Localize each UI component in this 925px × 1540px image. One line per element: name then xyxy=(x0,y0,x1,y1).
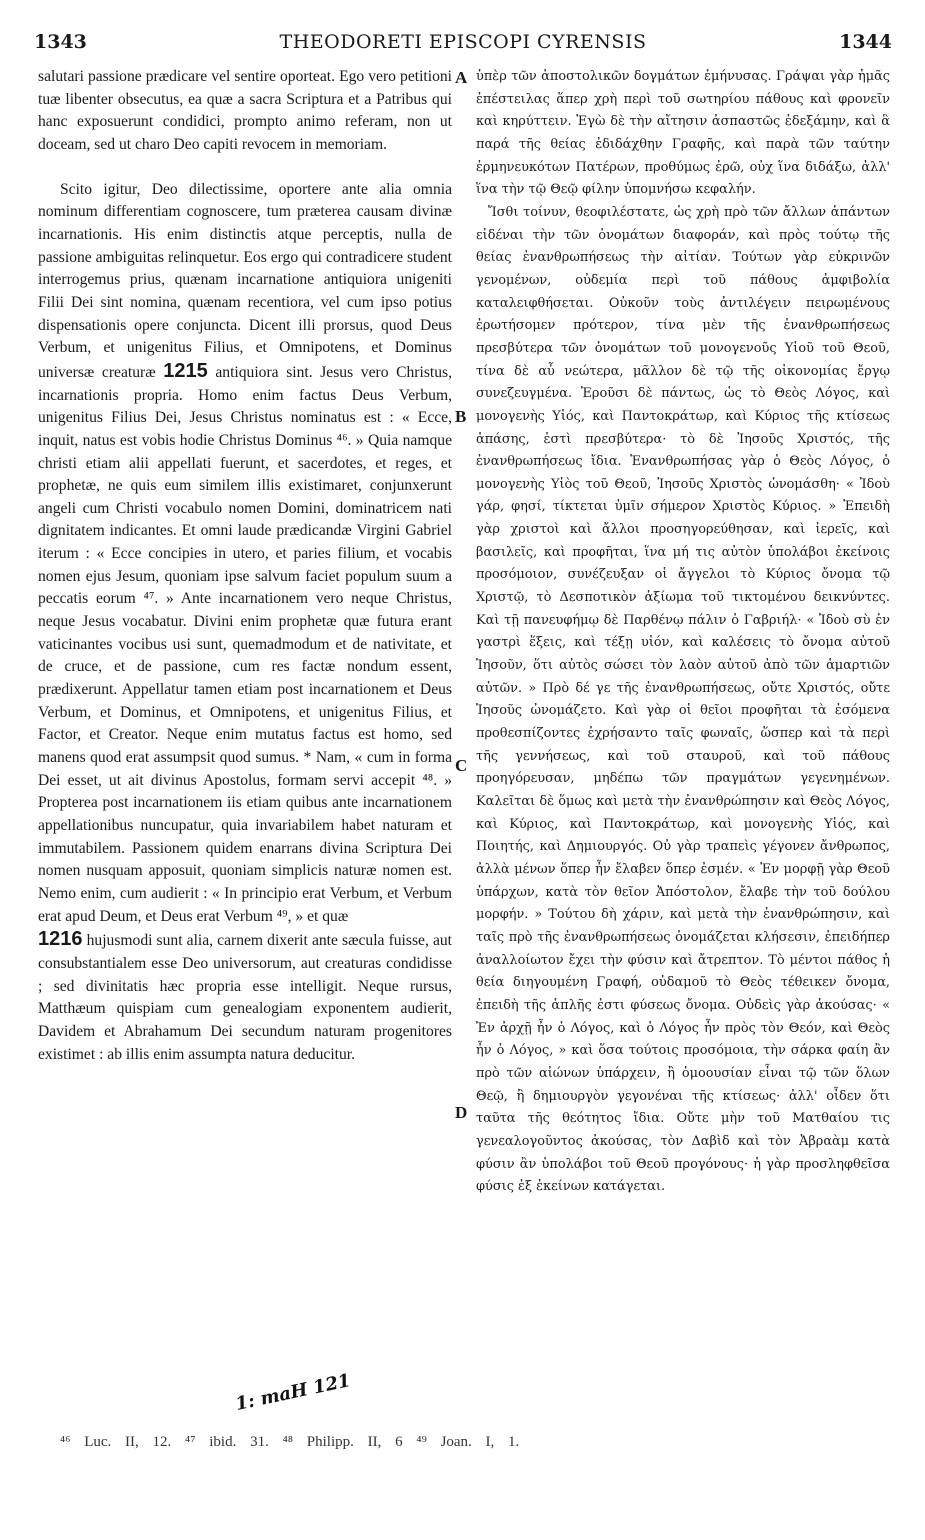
column-number-1215: 1215 xyxy=(163,359,208,382)
page-number-left: 1343 xyxy=(34,31,87,53)
greek-paragraph-1: ὑπὲρ τῶν ἀποστολικῶν δογμάτων ἐμήνυσας. Γράψαι γὰρ ἡμᾶς ἐπέστειλας ἅπερ χρὴ περὶ τοῦ σωτηρίου πάθους καὶ φρονεῖν καὶ κηρύττειν. Ἐγὼ δὲ τὴν αἴτησιν ἀσπαστῶς ἐδεξάμην, καὶ ἃ παρά τῆς θείας ἐδιδάχθην Γραφῆς, καὶ παρὰ τῶν ταύτην ἑρμηνευκότων Πατέρων, προθύμως ἐρῶ, οὐχ ἵνα διδάξω, ἀλλ' ἵνα τὴν τῷ Θεῷ φίλην ὑπομνήσω κεφαλήν. xyxy=(476,69,890,198)
latin-column xyxy=(38,66,452,1066)
latin-paragraph-2 xyxy=(38,179,452,1067)
greek-column xyxy=(476,66,890,1199)
latin-text-c: hujusmodi sunt alia, carnem dixerit ante sæcula fuisse, aut consubstantialem esse Deo universorum, aut creaturas condidisse ; sed divinitatis hæc propria esse intelligit. Neque rursus, Matthæum quispiam cum genealogiam exponentem audierit, Davidem et Abrahamum Dei secundum naturam progenitores existimet : ab illis enim assumpta natura deducitur. xyxy=(38,932,452,1063)
margin-letter-d: D xyxy=(455,1103,468,1122)
latin-text-b: antiquiora sint. Jesus vero Christus, incarnationis propria. Homo enim factus Deus Verbum, unigenitus Filius Dei, Jesus Christus nominatus est : « Ecce, inquit, natus est vobis hodie Christus Dominus ⁴⁶. » Quia namque christi etiam alii appellati fuerunt, et sacerdotes, et reges, et prophetæ, ne quis eum similem illis existimaret, conjunxerunt angeli cum Christi vocabulo nomen Domini, dominatricem nati dignitatem indicantes. Et omni laude prædicandæ Virgini Gabriel iterum : « Ecce concipies in utero, et paries filium, et vocabis nomen ejus Jesum, quoniam ipse salvum faciet populum suum a peccatis eorum ⁴⁷. » Ante incarnationem vero neque Christus, neque Jesus vocabatur. Divini enim prophetæ quæ futura erant vaticinantes vocibus usi sunt, quemadmodum et de nativitate, et de cruce, et de passione, cum res factæ nondum essent, prædixerunt. Appellatur tamen etiam post incarnationem et Deus Verbum, et Dominus, et Omnipotens, et unigenitus Filius, et Factor, et Creator. Neque enim mutatus factus est homo, sed manens quod erat assumpsit quod sumus. * Nam, « cum in forma Dei esset, ut ait divinus Apostolus, formam servi accepit ⁴⁸. » Propterea post incarnationem iis etiam quibus ante incarnationem appellationibus nuncupatur, quia invariabilem habet naturam et immutabilem. Passionem quidem enarrans divina Scriptura Dei nomen nusquam apposuit, quoniam simplicis naturæ nomen est. Nemo enim, cum audierit : « In principio erat Verbum, et Verbum erat apud Deum, et Deus erat Verbum ⁴⁹, » et quæ xyxy=(38,363,452,925)
greek-paragraph-2: Ἴσθι τοίνυν, θεοφιλέστατε, ὡς χρὴ πρὸ τῶν ἄλλων ἁπάντων εἰδέναι τὴν τῶν ὀνομάτων διαφοράν, καὶ πρὸς τούτῳ τῆς θείας ἐνανθρωπήσεως τὴν αἰτίαν. Τούτων γὰρ εὐκρινῶν γενομένων, οὐδεμία περὶ τοῦ πάθους ἀμφιβολία καταλειφθήσεται. Οὐκοῦν τοὺς ἀντιλέγειν πειρωμένους ἐρωτήσομεν πρότερον, τίνα μὲν τῆς ἐνανθρωπήσεως πρεσβύτερα τῶν ὀνομάτων τοῦ μονογενοῦς Υἱοῦ τοῦ Θεοῦ, τίνα δὲ αὖ νεώτερα, μᾶλλον δὲ τῷ τῆς οἰκονομίας ἔργῳ συνεζευγμένα. Ἐροῦσι δὲ πάντως, ὡς τὸ Θεὸς Λόγος, καὶ μονογενὴς Υἱός, καὶ Παντοκράτωρ, καὶ Κύριος τῆς κτίσεως ἁπάσης, ἐστὶ πρεσβύτερα· τὸ δὲ Ἰησοῦς Χριστός, τῆς ἐνανθρωπήσεως ἴδια. Ἐνανθρωπήσας γὰρ ὁ Θεὸς Λόγος, ὁ μονογενὴς Υἱὸς τοῦ Θεοῦ, Ἰησοῦς Χριστὸς ὠνομάσθη· « Ἰδοὺ γάρ, φησί, τίκτεται ὑμῖν σήμερον Χριστὸς Κύριος. » Ἐπειδὴ γὰρ χριστοὶ καὶ ἄλλοι προσηγορεύθησαν, καὶ ἱερεῖς, καὶ βασιλεῖς, καὶ προφῆται, ἵνα μή τις αὐτὸν ὑπολάβοι ἐκείνοις προσόμοιον, συνέζευξαν οἱ ἄγγελοι τὸ Κύριος ὄνομα τῷ Χριστῷ, τὸ Δεσποτικὸν ἀξίωμα τοῦ τικτομένου δεικνύντες. Καὶ τῇ πανευφήμῳ δὲ Παρθένῳ πάλιν ὁ Γαβριήλ· « Ἰδοὺ σὺ ἐν γαστρὶ ἕξεις, καὶ τέξῃ υἱόν, καὶ καλέσεις τὸ ὄνομα αὐτοῦ Ἰησοῦν, ὅτι αὐτὸς σώσει τὸν λαὸν αὐτοῦ ἀπὸ τῶν ἁμαρτιῶν αὐτῶν. » Πρὸ δέ γε τῆς ἐνανθρωπήσεως, οὔτε Χριστός, οὔτε Ἰησοῦς ὠνομάζετο. Καὶ γὰρ οἱ θεῖοι προφῆται τὰ ἐσόμενα προθεσπίζοντες ἐχρήσαντο ταῖς φωναῖς, ὥσπερ καὶ τὰ περὶ τῆς γεννήσεως, καὶ τοῦ σταυροῦ, καὶ τοῦ πάθους προηγόρευσαν, μηδέπω τῶν πραγμάτων γεγενημένων. Καλεῖται δὲ ὅμως καὶ μετὰ τὴν ἐνανθρώπησιν καὶ Θεὸς Λόγος, καὶ Κύριος, καὶ Παντοκράτωρ, καὶ μονογενὴς Υἱός, καὶ Ποιητής, καὶ Δημιουργός. Οὐ γὰρ τραπεὶς γέγονεν ἄνθρωπος, ἀλλὰ μένων ὅπερ ἦν ἔλαβεν ὅπερ ἐσμέν. « Ἐν μορφῇ γὰρ Θεοῦ ὑπάρχων, κατὰ τὸν θεῖον Ἀπόστολον, ἔλαβε τὴν τοῦ δούλου μορφήν. » Τούτου δὴ χάριν, καὶ μετὰ τὴν ἐνανθρώπησιν, καὶ ταῖς πρὸ τῆς ἐνανθρωπήσεως ὀνομάζεται κλήσεσιν, ἐπειδήπερ ἀναλλοίωτον ἔχει τὴν φύσιν καὶ ἄτρεπτον. Τὸ μέντοι πάθος ἡ θεία διηγουμένη Γραφή, οὐδαμοῦ τὸ Θεὸς τέθεικεν ὄνομα, ἐπειδὴ τῆς ἁπλῆς ἐστι φύσεως ὄνομα. Οὐδεὶς γὰρ ἀκούσας· « Ἐν ἀρχῇ ἦν ὁ Λόγος, καὶ ὁ Λόγος ἦν πρὸς τὸν Θεόν, καὶ Θεὸς ἦν ὁ Λόγος, » καὶ ὅσα τούτοις προσόμοια, τὴν σάρκα φαίη ἂν πρὸ τῶν αἰώνων ὑπάρχειν, ἢ ὁμοουσίαν εἶναι τῷ τῶν ὅλων Θεῷ, ἢ δημιουργὸν γεγονέναι τῆς κτίσεως· ἀλλ' οἶδεν ὅτι ταῦτα τῆς θεότητος ἴδια. Οὔτε μὴν τοῦ Ματθαίου τις γενεαλογοῦντος ἀκούσας, τὸν Δαβὶδ καὶ τὸν Ἀβραὰμ κατὰ φύσιν ἂν ὑπολάβοι τοῦ Θεοῦ προγόνους· ἡ γὰρ προσληφθεῖσα φύσις ἐξ ἐκείνων κατάγεται. xyxy=(476,204,890,1195)
margin-letter-a: A xyxy=(455,68,468,87)
margin-letter-b: B xyxy=(455,407,467,426)
page-header xyxy=(34,31,892,57)
page-number-right: 1344 xyxy=(839,31,892,53)
latin-paragraph-1: salutari passione prædicare vel sentire oporteat. Ego vero petitioni tuæ libenter obsecutus, ea quæ a sacra Scriptura et a Patribus qui hanc exposuerunt condidici, prompto animo referam, non ut doceam, sed ut charo Deo capiti revocem in memoriam. xyxy=(38,68,452,153)
footnotes: ⁴⁶ Luc. II, 12. ⁴⁷ ibid. 31. ⁴⁸ Philipp. II, 6 ⁴⁹ Joan. I, 1. xyxy=(60,1434,520,1450)
margin-letter-c: C xyxy=(455,756,468,775)
latin-text-a: Scito igitur, Deo dilectissime, oportere ante alia omnia nominum differentiam cognoscere, tum præterea causam divinæ incarnationis. His enim distinctis atque perceptis, nulla de passione ambiguitas relinquetur. Eos ergo qui contradicere student interrogemus prius, quænam incarnatione antiquiora unigeniti Filii Dei sint nomina, quænam recentiora, vel cum ipso potius dispensationis opere conjuncta. Dicent illi prorsus, quod Deus Verbum, et unigenitus Filius, et Omnipotens, et Dominus universæ creaturæ xyxy=(38,180,452,381)
column-number-1216: 1216 xyxy=(38,928,83,951)
running-title: THEODORETI EPISCOPI CYRENSIS xyxy=(279,31,647,53)
handwritten-annotation: 1: maH 121 xyxy=(233,1370,353,1415)
